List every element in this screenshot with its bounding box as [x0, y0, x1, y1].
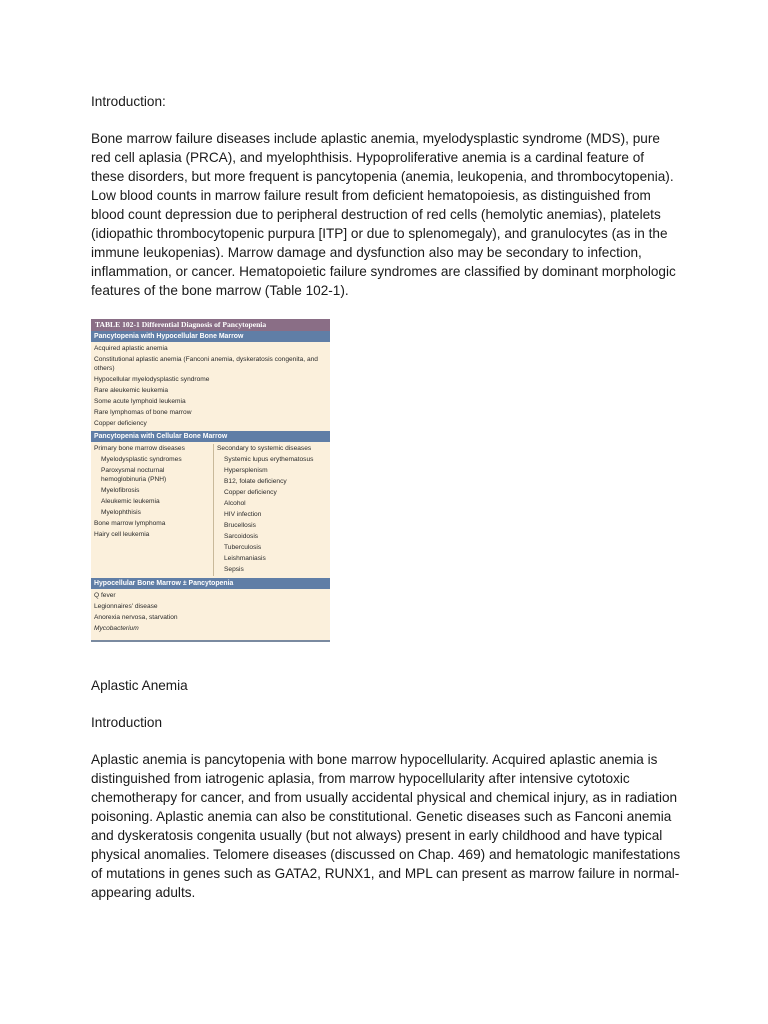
table-row: Tuberculosis: [224, 544, 262, 552]
table-row: Q fever: [94, 592, 116, 600]
table-row: Legionnaires' disease: [94, 603, 158, 611]
table-row: Aleukemic leukemia: [101, 497, 160, 505]
table-row: Alcohol: [224, 500, 246, 508]
table-title: TABLE 102-1 Differential Diagnosis of Pancytopenia: [91, 319, 330, 331]
table-row: Hypersplenism: [224, 467, 268, 475]
table-row: Anorexia nervosa, starvation: [94, 614, 178, 622]
aplastic-anemia-heading: Aplastic Anemia: [91, 678, 188, 693]
table-row: Hypocellular myelodysplastic syndrome: [94, 375, 210, 383]
table-row: Sepsis: [224, 566, 244, 574]
table-row: Acquired aplastic anemia: [94, 345, 168, 353]
table-row: Myelophthisis: [101, 508, 141, 516]
intro-paragraph: Bone marrow failure diseases include aplastic anemia, myelodysplastic syndrome (MDS), pure red cell aplasia (PRCA), and myelophthisis. Hypoproliferative anemia is a cardinal feature of these disorders, but more frequent is pancytopenia (anemia, leukopenia, and thrombocytopenia). Low blood counts in marrow failure result from deficient hematopoiesis, as distinguished from blood count depression due to peripheral destruction of red cells (hemolytic anemias), platelets (idiopathic thrombocytopenic purpura [ITP] or due to splenomegaly), and granulocytes (as in the immune leukopenias). Marrow damage and dysfunction also may be secondary to infection, inflammation, or cancer. Hematopoietic failure syndromes are classified by dominant morphologic features of the bone marrow (Table 102-1).: [91, 131, 676, 298]
aplastic-paragraph: Aplastic anemia is pancytopenia with bone marrow hypocellularity. Acquired aplastic anemia is distinguished from iatrogenic aplasia, from marrow hypocellularity after intensive cytotoxic chemotherapy for cancer, and from usually accidental physical and chemical injury, as in radiation poisoning. Aplastic anemia can also be constitutional. Genetic diseases such as Fanconi anemia and dyskeratosis congenita usually (but not always) present in early childhood and have typical physical anomalies. Telomere diseases (discussed on Chap. 469) and hematologic manifestations of mutations in genes such as GATA2, RUNX1, and MPL can present as marrow failure in normal-appearing adults.: [91, 752, 681, 900]
table-section-header: Pancytopenia with Hypocellular Bone Marrow: [91, 331, 330, 342]
aplastic-intro-heading: Introduction: [91, 715, 163, 730]
table-section-header: Hypocellular Bone Marrow ± Pancytopenia: [91, 578, 330, 589]
table-row: Constitutional aplastic anemia (Fanconi anemia, dyskeratosis congenita, and others): [94, 356, 318, 372]
table-row: Paroxysmal nocturnal hemoglobinuria (PNH): [101, 467, 167, 483]
table-right-column: [214, 444, 330, 576]
intro-heading: Introduction:: [91, 94, 166, 109]
table-row: Secondary to systemic diseases: [217, 445, 312, 453]
table-row: Some acute lymphoid leukemia: [94, 397, 186, 405]
table-row: Rare lymphomas of bone marrow: [94, 408, 192, 416]
table-row: Hairy cell leukemia: [94, 530, 150, 538]
table-row: Copper deficiency: [224, 489, 277, 497]
table-row: Myelofibrosis: [101, 486, 140, 494]
table-row: B12, folate deficiency: [224, 478, 287, 486]
table-row: Copper deficiency: [94, 419, 147, 427]
table-row: Rare aleukemic leukemia: [94, 386, 169, 394]
table-row: Myelodysplastic syndromes: [101, 456, 182, 464]
table-row: HIV infection: [224, 511, 262, 519]
table-two-column-body: [91, 442, 330, 578]
table-row: Systemic lupus erythematosus: [224, 456, 314, 464]
table-row: Brucellosis: [224, 522, 256, 530]
table-row: Leishmaniasis: [224, 555, 266, 563]
table-row: Mycobacterium: [94, 625, 139, 633]
table-row: Sarcoidosis: [224, 533, 259, 541]
table-row: Bone marrow lymphoma: [94, 519, 166, 527]
table-row: Primary bone marrow diseases: [94, 445, 185, 453]
pancytopenia-table: [91, 319, 330, 642]
table-section-body: [91, 589, 330, 637]
table-section-header: Pancytopenia with Cellular Bone Marrow: [91, 431, 330, 442]
table-left-column: [91, 444, 214, 576]
table-section-body: [91, 342, 330, 431]
